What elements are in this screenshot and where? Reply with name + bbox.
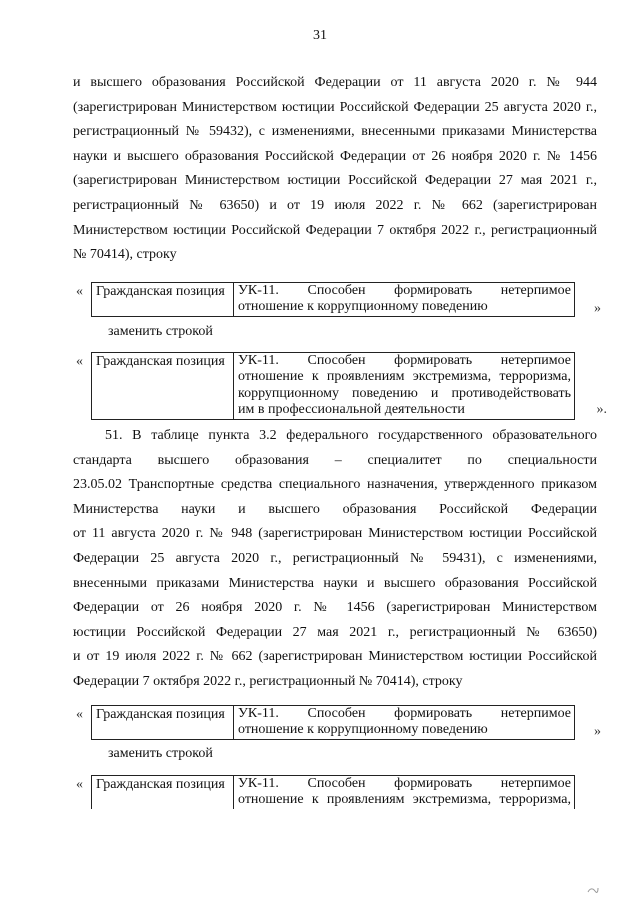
competency-category-cell: Гражданская позиция — [92, 776, 234, 809]
text-line: Федерации 25 августа 2020 г., регистрационный № 59431), с изменениями, — [73, 550, 597, 566]
competency-category-cell: Гражданская позиция — [92, 353, 234, 419]
table-row-box — [91, 352, 575, 420]
replace-note: заменить строкой — [108, 324, 213, 339]
replace-note: заменить строкой — [108, 746, 213, 761]
text-line: регистрационный № 63650) и от 19 июля 2022 г. № 662 (зарегистрирован — [73, 197, 597, 213]
text-line: стандарта высшего образования – специалитет по специальности — [73, 452, 597, 468]
quote-open: « — [76, 707, 83, 722]
competency-category-cell: Гражданская позиция — [92, 706, 234, 739]
competency-category-cell: Гражданская позиция — [92, 283, 234, 316]
text-line: науки и высшего образования Российской Федерации от 26 ноября 2020 г. № 1456 — [73, 148, 597, 164]
table-row-box — [91, 775, 575, 809]
text-line: Федерации от 26 ноября 2020 г. № 1456 (зарегистрирован Министерством — [73, 600, 597, 616]
cell-line: УК-11. Способен формировать нетерпимое — [238, 776, 571, 791]
cell-line: коррупционному поведению и противодействовать — [238, 385, 571, 401]
paragraph-continuation — [73, 71, 597, 268]
quote-open: « — [76, 284, 83, 299]
cell-line: УК-11. Способен формировать нетерпимое — [238, 353, 571, 368]
competency-description-cell — [234, 283, 574, 316]
page-number: 31 — [313, 28, 327, 43]
text-line: и от 19 июля 2022 г. № 662 (зарегистрирован Министерством юстиции Российской — [73, 649, 597, 665]
quote-open: « — [76, 354, 83, 369]
cell-line: отношение к коррупционному поведению — [238, 722, 488, 738]
cell-line: УК-11. Способен формировать нетерпимое — [238, 283, 571, 298]
text-line: 23.05.02 Транспортные средства специального назначения, утвержденного приказом — [73, 477, 597, 493]
cell-line: отношение к проявлениям экстремизма, терроризма, — [238, 369, 571, 385]
new-table-row — [76, 352, 607, 424]
table-row-box — [91, 282, 575, 317]
quote-close: » — [594, 724, 601, 739]
text-line: № 70414), строку — [73, 247, 177, 263]
quote-open: « — [76, 777, 83, 792]
text-line: Министерством юстиции Российской Федерации 7 октября 2022 г., регистрационный — [73, 222, 597, 238]
new-table-row-truncated — [76, 775, 601, 815]
table-row-box — [91, 705, 575, 740]
text-line: (зарегистрирован Министерством юстиции Российской Федерации 25 августа 2020 г., — [73, 99, 597, 115]
cell-line: отношение к коррупционному поведению — [238, 299, 488, 315]
text-line: внесенными приказами Министерства науки и высшего образования Российской — [73, 575, 597, 591]
cell-line: отношение к проявлениям экстремизма, терроризма, — [238, 792, 571, 808]
scan-mark-icon — [587, 886, 599, 897]
competency-description-cell — [234, 776, 574, 809]
text-line: Министерства науки и высшего образования Российской Федерации — [73, 501, 597, 517]
competency-description-cell — [234, 353, 574, 419]
old-table-row — [76, 282, 601, 322]
competency-description-cell — [234, 706, 574, 739]
text-line: от 11 августа 2020 г. № 948 (зарегистрирован Министерством юстиции Российской — [73, 526, 597, 542]
text-line: регистрационный № 59432), с изменениями, внесенными приказами Министерства — [73, 124, 597, 140]
scan-mark-icon — [587, 886, 599, 894]
quote-close: » — [594, 301, 601, 316]
cell-line: им в профессиональной деятельности — [238, 402, 465, 418]
text-line: 51. В таблице пункта 3.2 федерального государственного образовательного — [105, 428, 597, 443]
quote-close: ». — [596, 402, 607, 417]
text-line: (зарегистрирован Министерством юстиции Российской Федерации 27 мая 2021 г., — [73, 173, 597, 189]
text-line: и высшего образования Российской Федерации от 11 августа 2020 г. № 944 — [73, 75, 597, 90]
cell-line: УК-11. Способен формировать нетерпимое — [238, 706, 571, 721]
text-line: Федерации 7 октября 2022 г., регистрационный № 70414), строку — [73, 673, 463, 689]
old-table-row — [76, 705, 601, 745]
paragraph-item-51 — [73, 424, 597, 695]
text-line: юстиции Российской Федерации 27 мая 2021 г., регистрационный № 63650) — [73, 624, 597, 640]
